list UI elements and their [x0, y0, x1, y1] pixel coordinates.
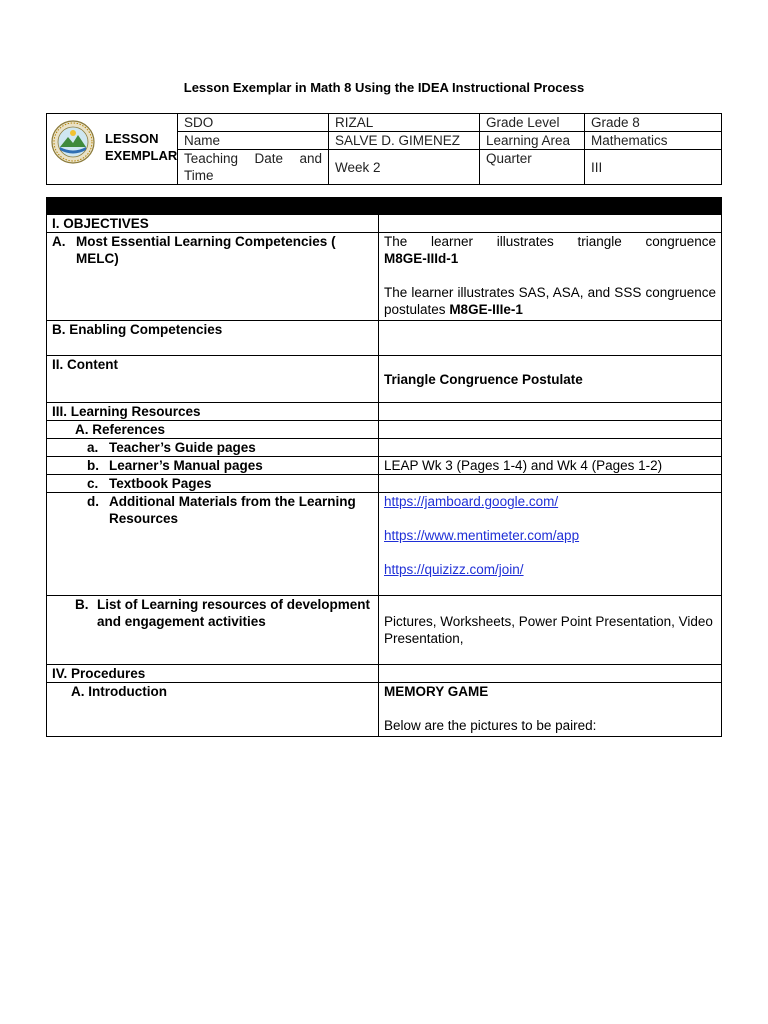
table-row	[47, 596, 722, 665]
melc-text-1: The learner illustrates triangle congruence	[384, 234, 716, 249]
quarter-label: Quarter	[480, 150, 585, 185]
tb-letter: c.	[87, 476, 99, 491]
exemplar-label: EXEMPLAR	[105, 148, 178, 163]
introduction-label: A. Introduction	[47, 683, 379, 737]
textbook-pages-label: Textbook Pages	[109, 476, 212, 491]
table-row	[47, 665, 722, 683]
am-letter: d.	[87, 494, 99, 509]
table-row	[47, 356, 722, 403]
list-resources-value: Pictures, Worksheets, Power Point Presentation, Video Presentation,	[379, 596, 722, 665]
deped-seal-logo-icon	[51, 120, 95, 164]
additional-materials-label: Additional Materials from the Learning Resources	[109, 494, 356, 526]
tg-letter: a.	[87, 440, 99, 455]
quizizz-link[interactable]: https://quizizz.com/join/	[384, 562, 524, 577]
intro-instructions: Below are the pictures to be paired:	[384, 718, 597, 733]
procedures-label: IV. Procedures	[47, 665, 379, 683]
melc-code-1: M8GE-IIId-1	[384, 251, 459, 266]
lesson-plan-table	[46, 197, 722, 737]
learning-area-label: Learning Area	[480, 132, 585, 150]
enabling-competencies-label: B. Enabling Competencies	[47, 321, 379, 356]
table-row	[47, 215, 722, 233]
teaching-date-label	[178, 150, 329, 185]
learning-area-value: Mathematics	[585, 132, 722, 150]
melc-code-2: M8GE-IIIe-1	[449, 302, 523, 317]
melc-text-2: The learner illustrates SAS, ASA, and SSS congruence postulates	[384, 285, 716, 317]
objectives-heading: I. OBJECTIVES	[47, 215, 379, 233]
lesson-label: LESSON	[105, 131, 159, 146]
list-resources-label: List of Learning resources of development and engagement activities	[97, 597, 371, 629]
melc-letter: A.	[52, 234, 66, 249]
table-row	[47, 403, 722, 421]
page-title: Lesson Exemplar in Math 8 Using the IDEA Instructional Process	[183, 80, 585, 95]
melc-label: Most Essential Learning Competencies ( MELC)	[76, 234, 336, 266]
teaching-date-label-line1: Teaching Date and	[184, 151, 322, 166]
teaching-date-value: Week 2	[329, 150, 480, 185]
quarter-value: III	[585, 150, 722, 185]
grade-level-value: Grade 8	[585, 114, 722, 132]
melc-text-2-block	[384, 284, 716, 318]
memory-game-title: MEMORY GAME	[384, 684, 489, 699]
learners-manual-label: Learner’s Manual pages	[109, 458, 263, 473]
learning-resources-label: III. Learning Resources	[47, 403, 379, 421]
references-label: A. References	[47, 421, 379, 439]
table-row	[47, 475, 722, 493]
learners-manual-value: LEAP Wk 3 (Pages 1-4) and Wk 4 (Pages 1-2)	[379, 457, 722, 475]
grade-level-label: Grade Level	[480, 114, 585, 132]
table-row	[47, 233, 722, 321]
lesson-exemplar-cell	[47, 114, 178, 185]
table-row	[47, 457, 722, 475]
list-letter: B.	[75, 597, 89, 612]
content-label: II. Content	[47, 356, 379, 403]
jamboard-link[interactable]: https://jamboard.google.com/	[384, 494, 559, 509]
name-value: SALVE D. GIMENEZ	[329, 132, 480, 150]
table-row	[47, 439, 722, 457]
mentimeter-link[interactable]: https://www.mentimeter.com/app	[384, 528, 580, 543]
teachers-guide-label: Teacher’s Guide pages	[109, 440, 256, 455]
lm-letter: b.	[87, 458, 99, 473]
sdo-label: SDO	[178, 114, 329, 132]
content-value: Triangle Congruence Postulate	[379, 356, 722, 403]
name-label: Name	[178, 132, 329, 150]
table-row	[47, 321, 722, 356]
sdo-value: RIZAL	[329, 114, 480, 132]
header-table	[46, 113, 722, 185]
table-row	[47, 493, 722, 596]
teaching-date-label-line2: Time	[184, 168, 214, 183]
table-header-bar	[47, 198, 722, 215]
table-row	[47, 683, 722, 737]
table-row	[47, 421, 722, 439]
